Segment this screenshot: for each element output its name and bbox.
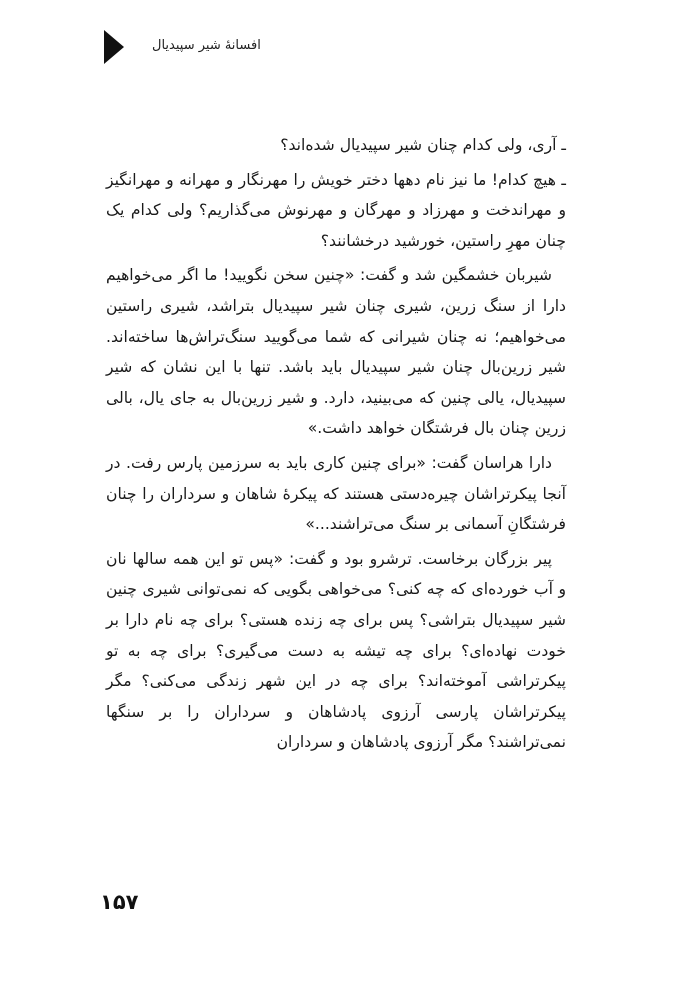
page-number: ۱۵۷: [100, 890, 139, 914]
paragraph: دارا هراسان گفت: «برای چنین کاری باید به سرزمین پارس رفت. در آنجا پیکرتراشان چیره‌دستی هستند که پیکرهٔ شاهان و سرداران را چنان فرشتگانِ آسمانی بر سنگ می‌تراشند...»: [106, 453, 566, 534]
paragraph: ـ آری، ولی کدام چنان شیر سپیدیال شده‌اند؟: [280, 136, 566, 154]
paragraph: شیربان خشمگین شد و گفت: «چنین سخن نگویید! ما اگر می‌خواهیم دارا از سنگ زرین، شیری چنان شیر سپیدیال بتراشد، شیری راستین می‌خواهیم؛ نه چنان شیرانی که شما می‌گویید سنگ‌تراش‌ها ساخته‌اند. شیر زرین‌بال چنان شیر سپیدیال باید باشد. تنها با این نشان که شیر سپیدیال، یالی چنین که می‌بینید، دارد. و شیر زرین‌بال به جای یال، بالی زرین چنان بال فرشتگان خواهد داشت.»: [106, 266, 566, 438]
paragraph: پیر بزرگان برخاست. ترشرو بود و گفت: «پس تو این همه سالها نان و آب خورده‌ای که چه کنی؟ می‌خواهی بگویی که نمی‌توانی شیری چنین شیر سپیدیال بتراشی؟ پس برای چه زنده هستی؟ برای چه نام دارا بر خودت نهاده‌ای؟ برای چه تیشه به دست می‌گیری؟ برای چه به تو پیکرتراشی آموخته‌اند؟ برای چه در این شهر زندگی می‌کنی؟ مگر پیکرتراشان پارسی آرزوی پادشاهان و سرداران را بر سنگها نمی‌تراشند؟ مگر آرزوی پادشاهان و سرداران: [106, 549, 566, 752]
body-text: [106, 130, 566, 762]
header-title: افسانهٔ شیر سپیدیال: [152, 38, 261, 53]
running-header: [100, 30, 580, 64]
paragraph: ـ هیچ کدام! ما نیز نام دهها دختر خویش را مهرنگار و مهرانه و مهرانگیز و مهراندخت و مهرزاد و مهرگان و مهرنوش می‌گذاریم؟ ولی کدام یک چنان مهرِ راستین، خورشید درخشانند؟: [106, 170, 566, 250]
triangle-marker-icon: [104, 30, 124, 64]
